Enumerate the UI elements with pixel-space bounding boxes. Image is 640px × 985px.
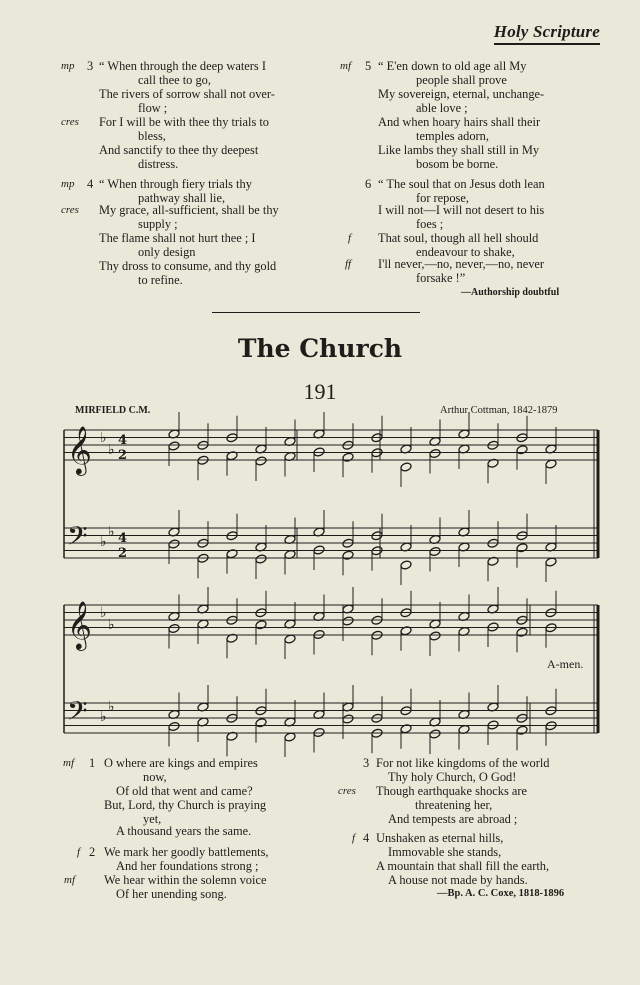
author-credit: —Bp. A. C. Coxe, 1818-1896: [437, 888, 565, 899]
verse-line: bless,: [138, 129, 166, 143]
verse-line: I will not—I will not desert to his: [378, 203, 545, 217]
verse-line: My grace, all-sufficient, shall be thy: [99, 203, 279, 217]
verse-line: And sanctify to thee thy deepest: [99, 143, 259, 157]
verse-line: temples adorn,: [416, 129, 489, 143]
verse-line: Unshaken as eternal hills,: [376, 831, 504, 845]
verse-line: only design: [138, 245, 196, 259]
verse-line: And her foundations strong ;: [116, 859, 259, 873]
verse-line: supply ;: [138, 217, 178, 231]
verse-line: Like lambs they shall still in My: [378, 143, 540, 157]
note-head: [516, 725, 528, 735]
verse-line: The rivers of sorrow shall not over-: [99, 87, 275, 101]
note-head: [400, 462, 412, 472]
verse-line: A thousand years the same.: [116, 824, 252, 838]
verse-line: Though earthquake shocks are: [376, 784, 528, 798]
verse-line: O where are kings and empires: [104, 756, 258, 770]
note-head: [255, 620, 267, 630]
dynamic-mark: mf: [64, 874, 75, 886]
dynamic-mark: ff: [345, 258, 352, 270]
verse-line: to refine.: [138, 273, 183, 287]
verse-line: able love ;: [416, 101, 468, 115]
verse-line: I'll never,—no, never,—no, never: [378, 257, 545, 271]
verse-line: for repose,: [416, 191, 469, 205]
note-head: [400, 560, 412, 570]
flat-icon: ♭: [108, 699, 115, 715]
verse-line: A house not made by hands.: [388, 873, 528, 887]
note-head: [168, 623, 180, 633]
note-head: [342, 616, 354, 626]
verse-line: foes ;: [416, 217, 444, 231]
verse-line: And tempests are abroad ;: [388, 812, 518, 826]
note-head: [342, 714, 354, 724]
note-head: [429, 631, 441, 641]
section-title: The Church: [237, 334, 403, 363]
attribution: —Authorship doubtful: [461, 287, 560, 298]
note-head: [429, 448, 441, 458]
verse-line: We mark her goodly battlements,: [104, 845, 269, 859]
verse-number: 3: [87, 59, 94, 73]
dynamic-mark: mp: [61, 178, 75, 190]
verse-line: “ When through fiery trials thy: [99, 177, 252, 191]
flat-icon: ♭: [100, 605, 107, 621]
verse-line: Thy holy Church, O God!: [388, 770, 517, 784]
verse-line: “ E'en down to old age all My: [378, 59, 527, 73]
dynamic-mark: mf: [340, 60, 351, 72]
time-signature-bottom: 2: [118, 448, 128, 463]
amen-label: A-men.: [547, 657, 584, 671]
dynamic-mark: mf: [63, 757, 74, 769]
verse-line: Of old that went and came?: [116, 784, 253, 798]
verse-number: 2: [89, 845, 96, 859]
composer: Arthur Cottman, 1842-1879: [440, 405, 558, 416]
verse-number: 4: [363, 831, 370, 845]
treble-clef-icon: 𝄞: [67, 600, 92, 649]
verse-line: Immovable she stands,: [388, 845, 502, 859]
running-header: Holy Scripture: [494, 22, 600, 45]
note-head: [342, 452, 354, 462]
dynamic-mark: cres: [61, 204, 79, 216]
note-head: [168, 539, 180, 549]
verse-line: pathway shall lie,: [138, 191, 226, 205]
time-signature-top: 4: [118, 433, 128, 448]
note-head: [168, 441, 180, 451]
verse-line: “ When through the deep waters I: [99, 59, 266, 73]
flat-icon: ♭: [100, 534, 107, 550]
note-head: [429, 546, 441, 556]
verse-line: bosom be borne.: [416, 157, 499, 171]
dynamic-mark: cres: [61, 116, 79, 128]
verse-line: distress.: [138, 157, 179, 171]
tune-name: MIRFIELD C.M.: [75, 405, 151, 416]
verse-number: 3: [363, 756, 370, 770]
dynamic-mark: f: [352, 832, 356, 844]
verse-line: forsake !”: [416, 271, 466, 285]
verse-line: We hear within the solemn voice: [104, 873, 267, 887]
note-head: [255, 718, 267, 728]
note-head: [516, 543, 528, 553]
verse-line: “ The soul that on Jesus doth lean: [378, 177, 545, 191]
verse-line: For not like kingdoms of the world: [376, 756, 550, 770]
dynamic-mark: f: [348, 232, 352, 244]
bass-clef-icon: 𝄢: [67, 695, 88, 733]
verse-line: That soul, though all hell should: [378, 231, 539, 245]
verse-number: 6: [365, 177, 372, 191]
verse-number: 1: [89, 756, 96, 770]
note-head: [255, 554, 267, 564]
flat-icon: ♭: [108, 442, 115, 458]
verse-line: My sovereign, eternal, unchange-: [378, 87, 545, 101]
verse-number: 4: [87, 177, 94, 191]
time-signature-bottom: 2: [118, 546, 128, 561]
verse-line: yet,: [143, 812, 162, 826]
treble-clef-icon: 𝄞: [67, 425, 92, 474]
note-head: [516, 445, 528, 455]
verse-line: Thy dross to consume, and thy gold: [99, 259, 277, 273]
verse-line: call thee to go,: [138, 73, 211, 87]
verse-number: 5: [365, 59, 372, 73]
verse-line: For I will be with thee thy trials to: [99, 115, 270, 129]
verse-line: threatening her,: [415, 798, 493, 812]
time-signature-top: 4: [118, 531, 128, 546]
verse-line: A mountain that shall fill the earth,: [376, 859, 550, 873]
note-head: [429, 729, 441, 739]
verse-line: But, Lord, thy Church is praying: [104, 798, 267, 812]
note-head: [342, 550, 354, 560]
flat-icon: ♭: [108, 524, 115, 540]
dynamic-mark: mp: [61, 60, 75, 72]
flat-icon: ♭: [100, 430, 107, 446]
dynamic-mark: cres: [338, 785, 356, 797]
verse-line: endeavour to shake,: [416, 245, 515, 259]
note-head: [255, 456, 267, 466]
dynamic-mark: f: [77, 846, 81, 858]
flat-icon: ♭: [108, 617, 115, 633]
verse-line: And when hoary hairs shall their: [378, 115, 541, 129]
verse-line: people shall prove: [416, 73, 507, 87]
verse-line: now,: [143, 770, 167, 784]
verse-line: flow ;: [138, 101, 168, 115]
verse-line: The flame shall not hurt thee ; I: [99, 231, 256, 245]
bass-clef-icon: 𝄢: [67, 520, 88, 558]
note-head: [516, 627, 528, 637]
hymn-number: 191: [303, 379, 337, 404]
note-head: [168, 721, 180, 731]
verse-line: Of her unending song.: [116, 887, 227, 901]
flat-icon: ♭: [100, 709, 107, 725]
